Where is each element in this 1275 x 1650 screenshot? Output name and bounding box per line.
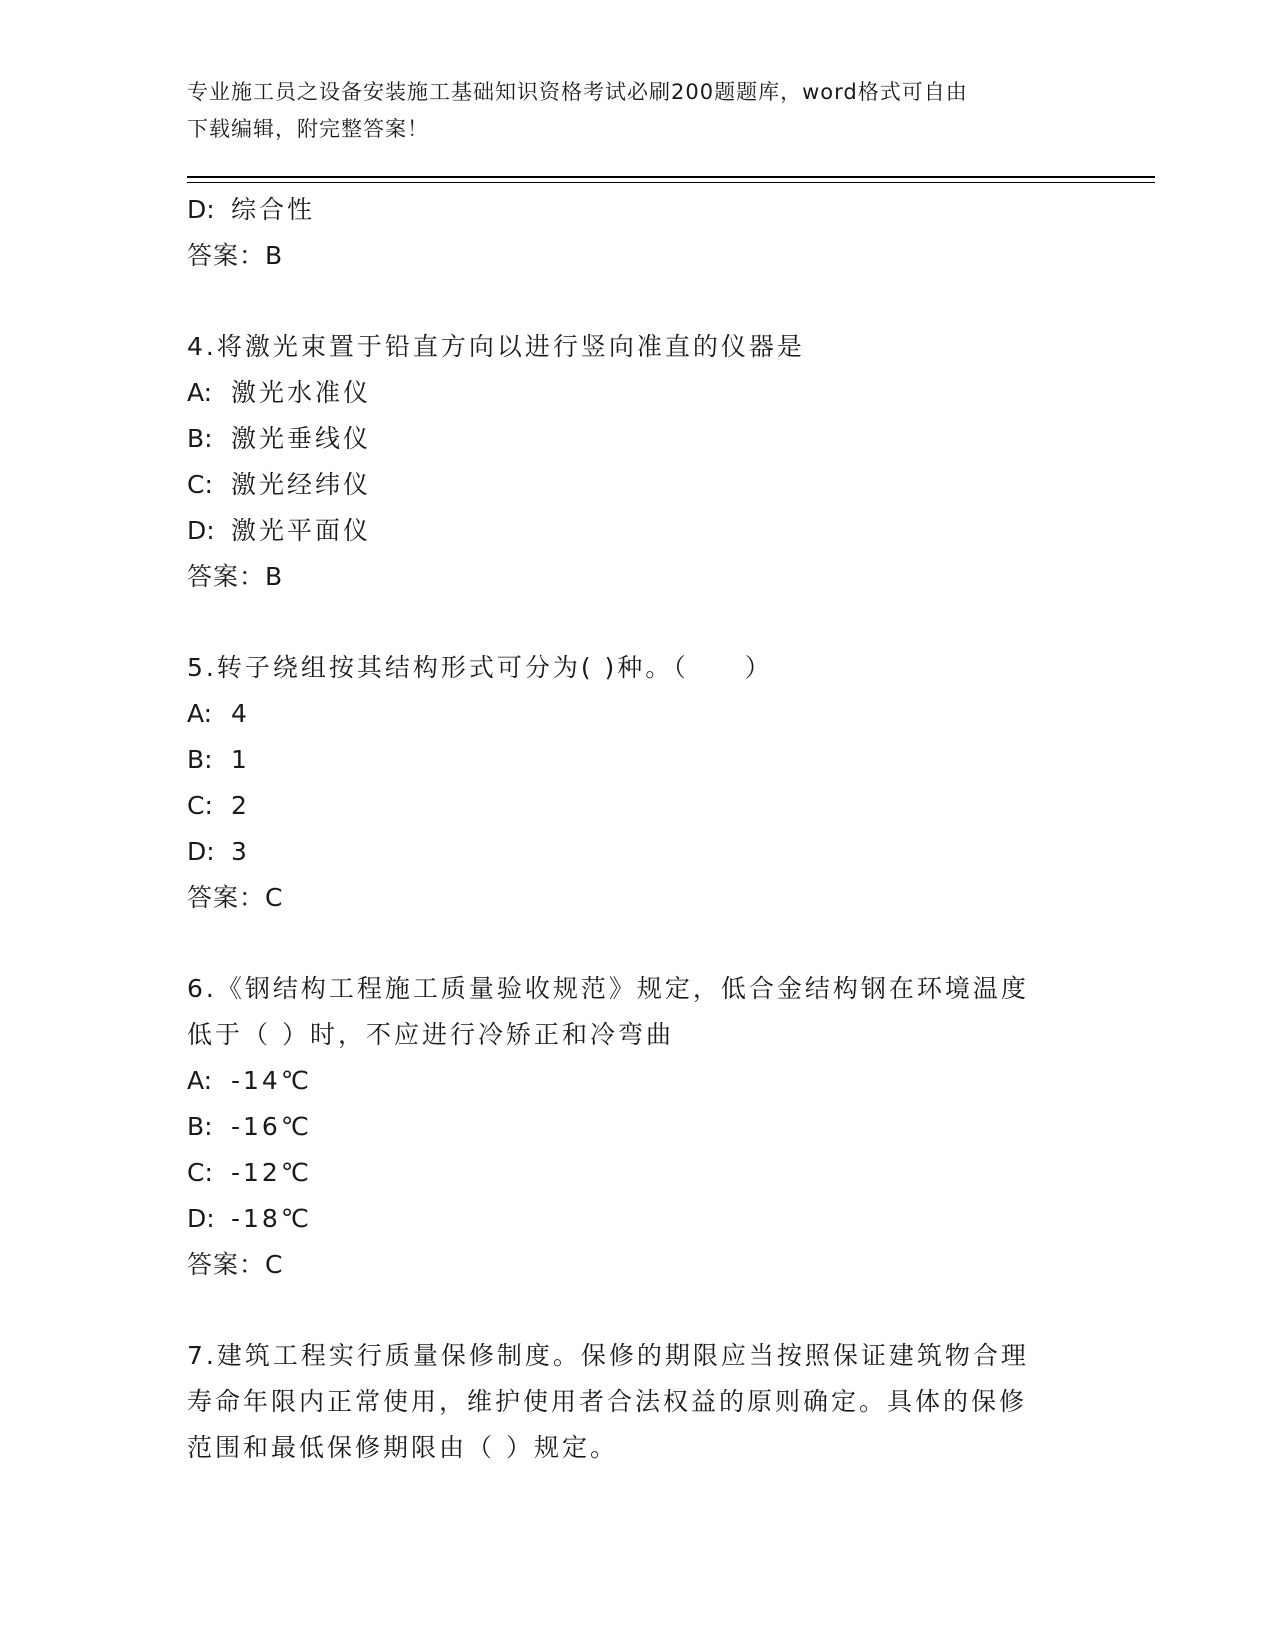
document-header bbox=[187, 74, 1067, 148]
option-b: B: 1 bbox=[187, 745, 250, 774]
answer: 答案：B bbox=[187, 241, 284, 270]
question-stem-line-1: 6.《钢结构工程施工质量验收规范》规定，低合金结构钢在环境温度 bbox=[187, 974, 1029, 1003]
option-a: A: 激光水准仪 bbox=[187, 378, 372, 407]
option-d: D: 综合性 bbox=[187, 195, 316, 224]
header-line-2: 下载编辑，附完整答案！ bbox=[187, 117, 429, 141]
answer: 答案：B bbox=[187, 562, 284, 591]
option-b: B: 激光垂线仪 bbox=[187, 424, 372, 453]
option-d: D: -18℃ bbox=[187, 1204, 312, 1233]
option-c: C: 2 bbox=[187, 791, 250, 820]
option-d: D: 3 bbox=[187, 837, 250, 866]
question-stem: 4.将激光束置于铅直方向以进行竖向准直的仪器是 bbox=[187, 332, 805, 361]
question-content bbox=[187, 187, 1087, 1471]
option-c: C: -12℃ bbox=[187, 1158, 312, 1187]
header-divider-thin bbox=[187, 182, 1155, 183]
question-stem: 5.转子绕组按其结构形式可分为( )种。（ ） bbox=[187, 653, 773, 682]
option-a: A: 4 bbox=[187, 699, 250, 728]
answer: 答案：C bbox=[187, 1250, 284, 1279]
header-divider-thick bbox=[187, 176, 1155, 178]
question-stem-line-2: 低于（ ）时，不应进行冷矫正和冷弯曲 bbox=[187, 1020, 674, 1049]
answer: 答案：C bbox=[187, 883, 284, 912]
option-c: C: 激光经纬仪 bbox=[187, 470, 372, 499]
option-d: D: 激光平面仪 bbox=[187, 516, 372, 545]
question-stem-line-3: 范围和最低保修期限由（ ）规定。 bbox=[187, 1433, 618, 1462]
header-line-1: 专业施工员之设备安装施工基础知识资格考试必刷200题题库，word格式可自由 bbox=[187, 80, 968, 104]
option-b: B: -16℃ bbox=[187, 1112, 312, 1141]
option-a: A: -14℃ bbox=[187, 1066, 312, 1095]
question-stem-line-2: 寿命年限内正常使用，维护使用者合法权益的原则确定。具体的保修 bbox=[187, 1387, 1028, 1416]
question-stem-line-1: 7.建筑工程实行质量保修制度。保修的期限应当按照保证建筑物合理 bbox=[187, 1341, 1029, 1370]
